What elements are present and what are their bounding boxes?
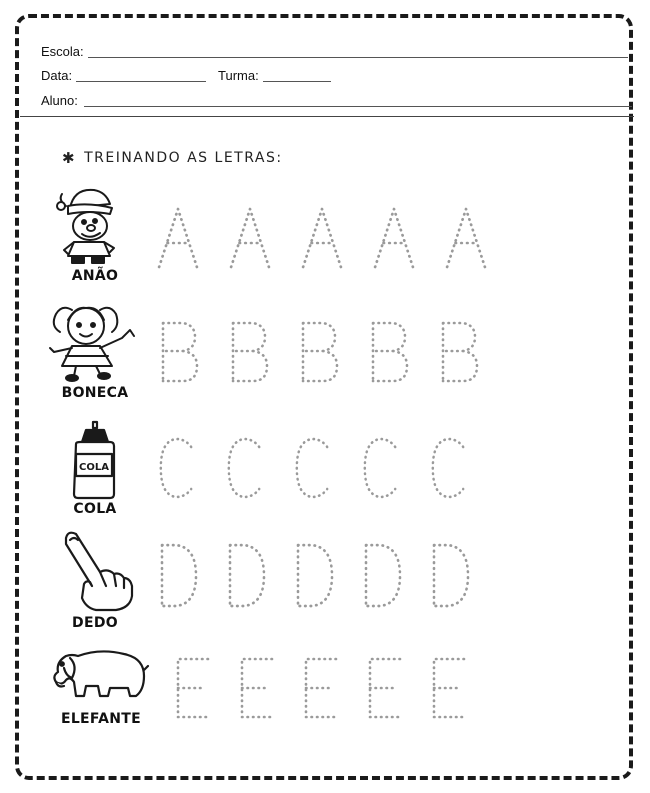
- dotted-letter-stroke: [230, 545, 264, 606]
- dotted-letter-stroke: [229, 439, 259, 497]
- dotted-letter-a[interactable]: [303, 209, 341, 267]
- dotted-letter-stroke: [162, 545, 196, 606]
- dotted-letter-b[interactable]: [233, 323, 267, 381]
- class-label: Turma:: [218, 68, 259, 83]
- dotted-letter-stroke: [242, 659, 272, 717]
- dotted-letter-stroke: [447, 209, 485, 267]
- dotted-letter-a[interactable]: [231, 209, 269, 267]
- dotted-letter-stroke: [434, 545, 468, 606]
- dotted-letter-stroke: [159, 209, 197, 267]
- dotted-letter-a[interactable]: [159, 209, 197, 267]
- dotted-letter-d[interactable]: [366, 545, 400, 606]
- dotted-letter-stroke: [375, 209, 413, 267]
- dotted-letter-stroke: [303, 209, 341, 267]
- dotted-letter-c[interactable]: [433, 439, 463, 497]
- dotted-letter-stroke: [366, 545, 400, 606]
- dotted-letter-c[interactable]: [297, 439, 327, 497]
- dotted-letter-stroke: [233, 323, 267, 381]
- word-label-boneca: BONECA: [61, 385, 129, 401]
- date-label: Data:: [41, 68, 73, 83]
- dotted-letter-stroke: [433, 439, 463, 497]
- word-label-elefante: ELEFANTE: [60, 711, 142, 727]
- dotted-letter-stroke: [231, 209, 269, 267]
- dotted-letter-c[interactable]: [229, 439, 259, 497]
- dotted-letter-a[interactable]: [447, 209, 485, 267]
- dotted-letter-e[interactable]: [306, 659, 336, 717]
- dotted-letter-stroke: [163, 323, 197, 381]
- dotted-letter-b[interactable]: [443, 323, 477, 381]
- dotted-letter-stroke: [178, 659, 208, 717]
- word-label-anao: ANÃO: [71, 268, 119, 284]
- dotted-letter-stroke: [365, 439, 395, 497]
- student-label: Aluno:: [41, 93, 78, 108]
- word-label-dedo: DEDO: [72, 615, 118, 631]
- dotted-letter-d[interactable]: [230, 545, 264, 606]
- dotted-letter-stroke: [434, 659, 464, 717]
- dotted-letter-b[interactable]: [163, 323, 197, 381]
- dotted-letter-e[interactable]: [434, 659, 464, 717]
- dotted-letter-stroke: [373, 323, 407, 381]
- dotted-letter-stroke: [303, 323, 337, 381]
- dotted-letter-d[interactable]: [162, 545, 196, 606]
- star-icon: ✱: [62, 149, 77, 167]
- dotted-letter-a[interactable]: [375, 209, 413, 267]
- dotted-letter-stroke: [297, 439, 327, 497]
- dotted-letter-e[interactable]: [178, 659, 208, 717]
- dotted-letter-c[interactable]: [365, 439, 395, 497]
- instruction-text: TREINANDO AS LETRAS:: [84, 150, 283, 166]
- glue-bottle-label: COLA: [79, 462, 109, 473]
- dotted-letter-c[interactable]: [161, 439, 191, 497]
- dotted-letter-stroke: [443, 323, 477, 381]
- dotted-letter-stroke: [161, 439, 191, 497]
- dotted-letter-e[interactable]: [370, 659, 400, 717]
- dotted-letter-e[interactable]: [242, 659, 272, 717]
- word-label-cola: COLA: [73, 501, 117, 517]
- dotted-letter-stroke: [298, 545, 332, 606]
- dotted-letter-d[interactable]: [298, 545, 332, 606]
- dotted-letter-stroke: [370, 659, 400, 717]
- school-label: Escola:: [41, 44, 84, 59]
- dotted-letter-stroke: [306, 659, 336, 717]
- dotted-letter-b[interactable]: [303, 323, 337, 381]
- dotted-letter-d[interactable]: [434, 545, 468, 606]
- dotted-letter-b[interactable]: [373, 323, 407, 381]
